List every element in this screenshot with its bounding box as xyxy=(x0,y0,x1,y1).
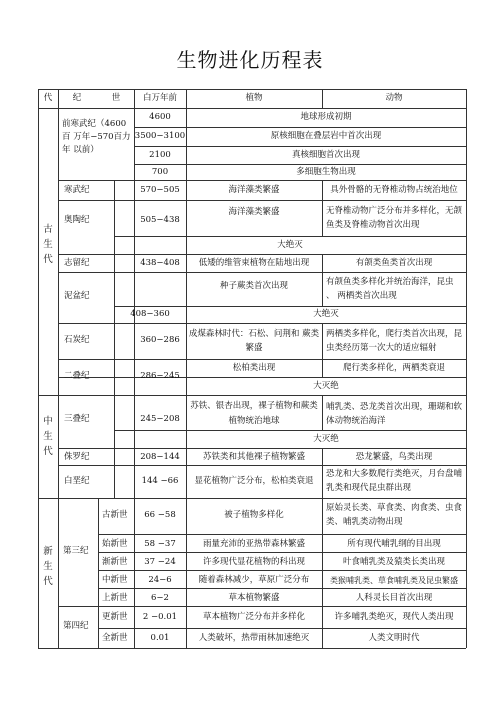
extinction-1: 大绝灭 xyxy=(277,240,303,250)
permian-plants: 松柏类出现 xyxy=(232,363,276,373)
ordovician-animals: 无脊椎动物广泛分布并多样化，无颌 鱼类及脊椎动物首次出现 xyxy=(326,206,463,230)
carboniferous-animals: 两栖类多样化，爬行类首次出现，昆虫类经历第一次大的适应辐射 xyxy=(326,329,463,353)
precambrian-desc-3: 真核细胞首次出现 xyxy=(291,150,360,160)
devonian-animals: 有颌鱼类多样化并统治海洋，昆虫 、 两栖类首次出现 xyxy=(326,277,454,301)
era-cenozoic: 新 生 代 xyxy=(43,546,53,587)
cretaceous-time: 144 −66 xyxy=(141,476,179,486)
header-period: 纪 xyxy=(72,93,82,103)
cambrian-name: 寒武纪 xyxy=(64,185,90,195)
devonian-plants: 种子蕨类首次出现 xyxy=(219,281,288,291)
holocene-animals: 人类文明时代 xyxy=(368,633,420,643)
eocene-plants: 雨量充沛的亚热带森林繁盛 xyxy=(202,539,305,549)
silurian-time: 438−408 xyxy=(140,258,180,268)
holocene-name: 全新世 xyxy=(102,633,128,643)
quaternary-name: 第四纪 xyxy=(63,621,89,631)
precambrian-desc-4: 多细胞生物出现 xyxy=(296,167,356,177)
header-plants: 植物 xyxy=(245,93,263,103)
page-title: 生物进化历程表 xyxy=(176,48,324,72)
silurian-animals: 有颌类鱼类首次出现 xyxy=(355,258,433,268)
silurian-plants: 低矮的维管束植物在陆地出现 xyxy=(198,258,310,268)
eocene-animals: 所有现代哺乳纲的目出现 xyxy=(347,539,441,549)
ordovician-name: 奥陶纪 xyxy=(64,215,90,225)
precambrian-time-1: 4600 xyxy=(149,112,171,122)
precambrian-desc-1: 地球形成初期 xyxy=(300,112,352,122)
carboniferous-name: 石炭纪 xyxy=(64,335,90,345)
era-paleozoic: 古 生 代 xyxy=(43,224,53,265)
pliocene-animals: 人科灵长目首次出现 xyxy=(355,593,433,603)
triassic-plants: 苏铁、银杏出现，裸子植物和蕨类植物统治地球 xyxy=(190,401,318,426)
pleistocene-animals: 许多哺乳类绝灭，现代人类出现 xyxy=(334,612,454,622)
pleistocene-plants: 草本植物广泛分布并多样化 xyxy=(202,612,305,622)
header-time: 白万年前 xyxy=(142,93,177,103)
miocene-plants: 随着森林减少，草原广泛分布 xyxy=(198,575,310,585)
carboniferous-time: 360−286 xyxy=(140,335,180,345)
cambrian-animals: 具外骨骼的无脊椎动物占统治地位 xyxy=(330,185,458,195)
cambrian-time: 570−505 xyxy=(140,185,180,195)
miocene-time: 24−6 xyxy=(148,575,172,585)
oligocene-plants: 许多现代显花植物的科出现 xyxy=(202,557,305,567)
holocene-time: 0.01 xyxy=(150,633,170,643)
oligocene-animals: 叶食哺乳类及猿类长类出现 xyxy=(342,557,445,567)
precambrian-desc-2: 原核细胞在叠层岩中首次出现 xyxy=(270,131,382,141)
cretaceous-animals: 恐龙和大多数爬行类绝灭，月台盘哺乳类和现代昆虫群出现 xyxy=(326,469,463,493)
carboniferous-plants: 成煤森林时代：石松、问荆和 蕨类繁盛 xyxy=(188,329,320,353)
pleistocene-time: 2 −0.01 xyxy=(142,612,178,622)
jurassic-plants: 苏铁类和其他裸子植物繁盛 xyxy=(202,452,305,462)
eocene-time: 58 −37 xyxy=(144,539,176,549)
cambrian-plants: 海洋藻类繁盛 xyxy=(228,185,280,195)
jurassic-animals: 恐龙繁盛，鸟类出现 xyxy=(355,452,433,462)
permian-name: 二叠纪 xyxy=(64,371,90,381)
holocene-plants: 人类破坏，热带雨林加速绝灭 xyxy=(198,633,310,643)
miocene-animals: 类猴哺乳类、草食哺乳类及昆虫繁盛 xyxy=(330,576,458,585)
cretaceous-plants: 显花植物广泛分布，松柏类衰退 xyxy=(194,476,314,486)
precambrian-time-4: 700 xyxy=(151,167,169,177)
paleocene-name: 古新世 xyxy=(102,510,128,520)
header-animals: 动物 xyxy=(385,93,403,103)
jurassic-time: 208−144 xyxy=(140,452,180,462)
paleocene-plants: 被子植物多样化 xyxy=(224,510,284,520)
precambrian-time-3: 2100 xyxy=(149,150,171,160)
header-epoch: 世 xyxy=(111,93,121,103)
ordovician-plants: 海洋藻类繁盛 xyxy=(228,207,280,217)
oligocene-time: 37 −24 xyxy=(144,557,176,567)
cretaceous-name: 白垩纪 xyxy=(64,476,90,486)
pliocene-plants: 草本植物繁盛 xyxy=(228,593,280,603)
triassic-animals: 哺乳类、恐龙类首次出现，珊瑚和软体动物统治海洋 xyxy=(326,402,463,426)
precambrian-time-2: 3500−3100 xyxy=(134,131,186,141)
pliocene-name: 上新世 xyxy=(102,593,128,603)
extinction-2-time: 408−360 xyxy=(130,309,170,319)
triassic-name: 三叠纪 xyxy=(64,414,90,424)
jurassic-name: 侏罗纪 xyxy=(64,452,90,462)
tertiary-name: 第三纪 xyxy=(63,546,89,556)
silurian-name: 志留纪 xyxy=(64,258,90,268)
devonian-name: 泥盆纪 xyxy=(64,291,90,301)
paleocene-time: 66 −58 xyxy=(144,510,176,520)
triassic-time: 245−208 xyxy=(140,414,180,424)
precambrian-name: 前寒武纪（4600百 万年−570百力年 以前） xyxy=(62,119,131,155)
oligocene-name: 渐新世 xyxy=(102,557,128,567)
pliocene-time: 6−2 xyxy=(151,593,169,603)
pleistocene-name: 更新世 xyxy=(102,612,128,622)
ordovician-time: 505−438 xyxy=(140,215,180,225)
extinction-2: 大绝灭 xyxy=(313,309,339,319)
extinction-3: 大灭绝 xyxy=(313,381,339,391)
paleocene-animals: 原始灵长类、草食类、肉食类、虫食 类、哺乳类动物出现 xyxy=(326,503,463,527)
permian-time: 286−245 xyxy=(140,371,180,381)
eocene-name: 始新世 xyxy=(102,539,128,549)
permian-animals: 爬行类多样化，两栖类衰退 xyxy=(342,363,445,373)
era-mesozoic: 中 生 代 xyxy=(43,416,53,457)
miocene-name: 中新世 xyxy=(102,575,128,585)
extinction-4: 大灭绝 xyxy=(313,434,339,444)
header-era: 代 xyxy=(43,93,53,103)
